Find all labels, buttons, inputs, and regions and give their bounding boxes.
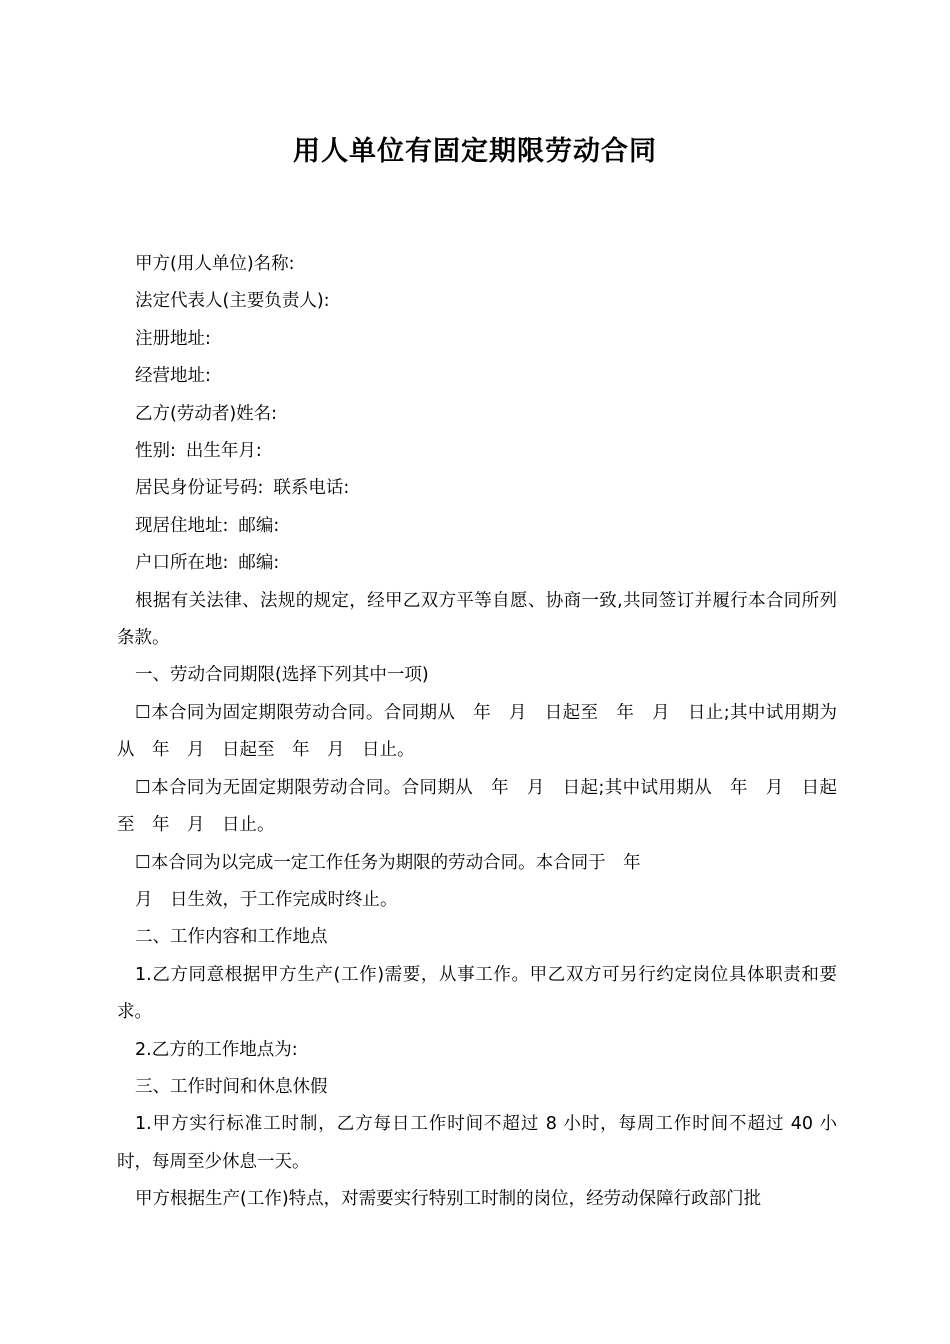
document-title: 用人单位有固定期限劳动合同 (293, 136, 657, 167)
clause-3-2: 甲方根据生产(工作)特点，对需要实行特别工时制的岗位，经劳动保障行政部门批 (135, 1189, 762, 1210)
legal-rep-line: 法定代表人(主要负责人): (135, 291, 330, 312)
clause-2-2: 2.乙方的工作地点为: (135, 1039, 298, 1060)
gender-birth-line (117, 433, 837, 470)
registered-address-line: 注册地址: (135, 328, 211, 349)
party-b-name-line: 乙方(劳动者)姓名: (135, 403, 278, 424)
term-option-fixed: ☐本合同为固定期限劳动合同。合同期从 年 月 日起至 年 月 日止;其中试用期为从 年 月 日起至 年 月 日止。 (117, 702, 837, 761)
id-phone-line (117, 470, 837, 507)
clause-3-1: 1.甲方实行标准工时制，乙方每日工作时间不超过 8 小时，每周工作时间不超过 40 小时，每周至少休息一天。 (117, 1114, 837, 1172)
current-address-label: 现居住地址: (135, 515, 229, 536)
section-1-heading: 一、劳动合同期限(选择下列其中一项) (135, 665, 429, 686)
section-3-heading: 三、工作时间和休息休假 (135, 1076, 328, 1097)
postcode-label: 邮编: (238, 515, 280, 536)
hukou-line (117, 545, 837, 582)
section-2-heading: 二、工作内容和工作地点 (135, 927, 328, 948)
business-address-line: 经营地址: (135, 366, 211, 387)
current-address-line (117, 508, 837, 545)
term-option-task-line-2: 月 日生效，于工作完成时终止。 (135, 889, 398, 910)
term-option-task-line-1: ☐本合同为以完成一定工作任务为期限的劳动合同。本合同于 年 (135, 852, 641, 873)
gender-label: 性别: (135, 441, 176, 462)
birth-label: 出生年月: (185, 441, 262, 462)
postcode-label: 邮编: (238, 553, 280, 574)
term-option-open-ended: ☐本合同为无固定期限劳动合同。合同期从 年 月 日起;其中试用期从 年 月 日起至 年 月 日止。 (117, 777, 837, 836)
id-number-label: 居民身份证号码: (135, 478, 264, 499)
hukou-label: 户口所在地: (135, 553, 229, 574)
phone-label: 联系电话: (273, 478, 350, 499)
party-a-name-line: 甲方(用人单位)名称: (135, 254, 295, 274)
clause-2-1: 1.乙方同意根据甲方生产(工作)需要，从事工作。甲乙双方可另行约定岗位具体职责和要求。 (117, 964, 837, 1023)
intro-paragraph: 根据有关法律、法规的规定，经甲乙双方平等自愿、协商一致,共同签订并履行本合同所列条款。 (117, 590, 837, 649)
document-body (117, 246, 837, 1219)
